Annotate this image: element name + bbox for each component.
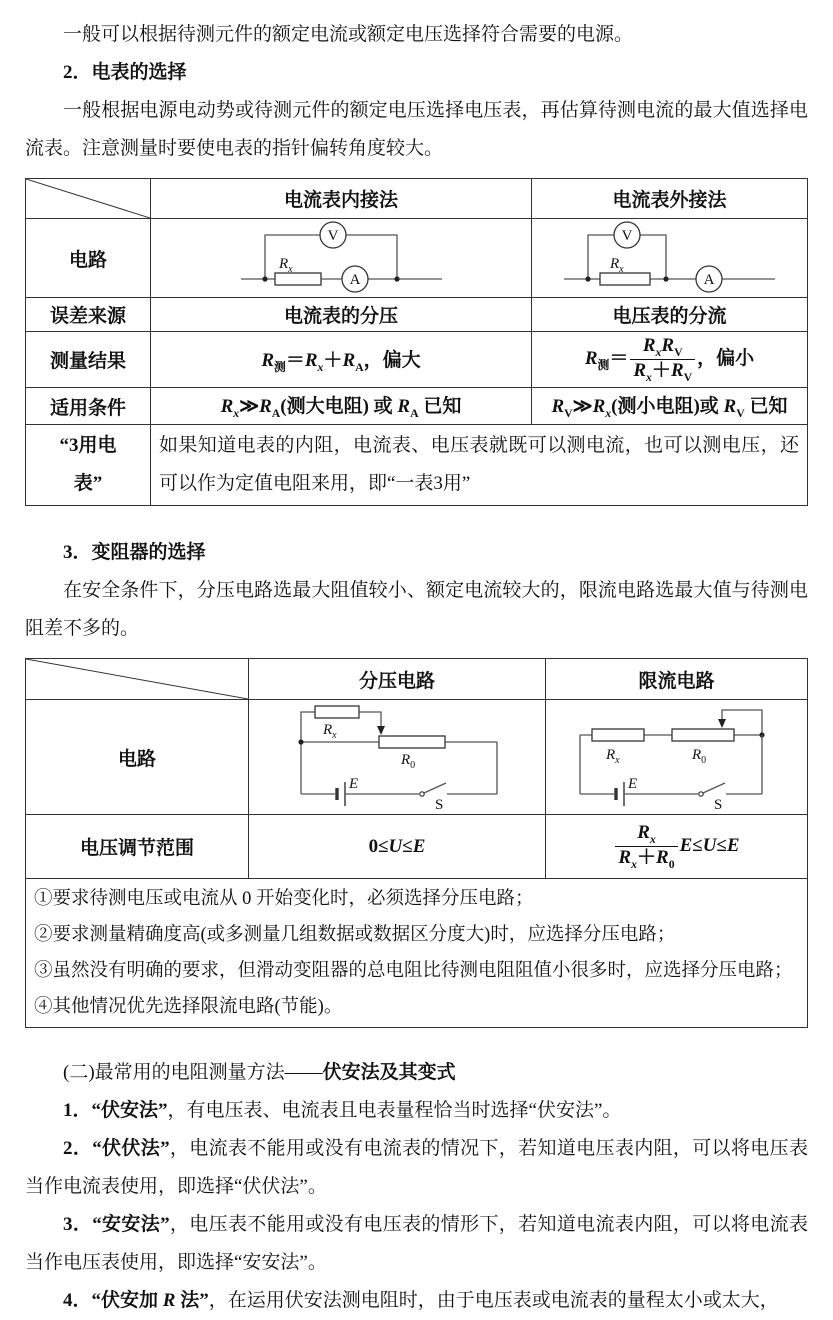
section-2-paragraph: 一般根据电源电动势或待测元件的额定电压选择电压表，再估算待测电流的最大值选择电流表。注意测量时要使电表的指针偏转角度较大。 [25, 100, 808, 159]
table1-row-label-result: 测量结果 [26, 332, 151, 388]
error-internal: 电流表的分压 [151, 298, 532, 332]
meter-connection-table [25, 178, 808, 506]
circuit-cell-external [532, 219, 808, 298]
section-2-heading: 2．电表的选择 [63, 62, 187, 83]
three-use-description: 如果知道电表的内阻，电流表、电压表就既可以测电流，也可以测电压，还可以作为定值电阻来用，即“一表3用” [151, 425, 808, 506]
rheostat-r0-icon [672, 729, 734, 741]
rheostat-r0-icon [379, 736, 445, 748]
note-4: ④其他情况优先选择限流电路(节能)。 [34, 997, 343, 1017]
method-item-4: 4．“伏安加 R 法”，在运用伏安法测电阻时，由于电压表或电流表的量程太小或太大， [63, 1290, 779, 1311]
note-3: ③虽然没有明确的要求，但滑动变阻器的总电阻比待测电阻阻值小很多时，应选择分压电路； [34, 961, 793, 981]
switch-icon [699, 792, 703, 796]
switch-label: S [434, 797, 443, 812]
rx-label: $R_x$ [278, 256, 293, 275]
resistor-rx-icon [275, 273, 321, 285]
table1-row-label-error: 误差来源 [26, 298, 151, 332]
r0-label: $R_0$ [400, 752, 415, 771]
table1-row-label-circuit: 电路 [26, 219, 151, 298]
rx-label: $R_x$ [322, 722, 337, 741]
range-formula-divider: 0≤U≤E [249, 815, 546, 879]
table2-corner-cell [26, 659, 249, 700]
result-formula-external: $R_测=$ $\frac{R_xR_V}{R_x+R_V}$ ，偏小 [532, 332, 808, 388]
table1-row-label-condition: 适用条件 [26, 388, 151, 425]
circuit-current-limiter [564, 702, 789, 812]
circuit-ammeter-internal [239, 221, 444, 295]
rx-label: $R_x$ [610, 256, 624, 275]
diagonal-line [26, 659, 248, 699]
note-1: ①要求待测电压或电流从 0 开始变化时，必须选择分压电路； [34, 889, 534, 909]
resistor-rx-icon [600, 273, 650, 285]
table2-header-divider: 分压电路 [249, 659, 546, 700]
condition-internal: $R_x≫R_A$(测大电阻) 或 $R_A$ 已知 [151, 388, 532, 425]
intro-paragraph: 一般可以根据待测元件的额定电流或额定电压选择符合需要的电源。 [63, 24, 634, 45]
circuit-voltage-divider [285, 702, 510, 812]
table2-row-label-range: 电压调节范围 [26, 815, 249, 879]
rx-label: $R_x$ [606, 747, 620, 766]
selection-notes-cell [26, 879, 808, 1028]
circuit-cell-internal [151, 219, 532, 298]
section-4-heading: (二)最常用的电阻测量方法——伏安法及其变式 [63, 1062, 456, 1083]
table1-corner-cell [26, 179, 151, 219]
note-2: ②要求测量精确度高(或多测量几组数据或数据区分度大)时，应选择分压电路； [34, 925, 676, 945]
section-3-heading: 3．变阻器的选择 [63, 542, 206, 563]
range-formula-limiter: $\frac{R_x}{R_x+R_0}$ E≤U≤E [546, 815, 808, 879]
method-item-3: 3．“安安法”，电压表不能用或没有电压表的情形下，若知道电流表内阻，可以将电流表当作电压表使用，即选择“安安法”。 [25, 1214, 808, 1273]
circuit-cell-divider [249, 700, 546, 815]
voltmeter-label: V [621, 228, 633, 244]
ammeter-label: A [349, 272, 360, 288]
rheostat-circuit-table [25, 658, 808, 1028]
switch-icon [419, 792, 423, 796]
method-item-2: 2．“伏伏法”，电流表不能用或没有电流表的情况下，若知道电压表内阻，可以将电压表当作电流表使用，即选择“伏伏法”。 [25, 1138, 808, 1197]
circuit-ammeter-external [562, 221, 777, 295]
r0-label: $R_0$ [692, 747, 707, 766]
switch-label: S [714, 797, 723, 812]
emf-label: E [628, 776, 638, 792]
result-formula-internal: $R_测=R_x+R_A$，偏大 [151, 332, 532, 388]
error-external: 电压表的分流 [532, 298, 808, 332]
wiper-arrow-icon [718, 719, 726, 728]
voltmeter-label: V [327, 228, 338, 244]
table2-row-label-circuit: 电路 [26, 700, 249, 815]
table1-row-label-three-use: “3用电 表” [26, 425, 151, 506]
circuit-cell-limiter [546, 700, 808, 815]
emf-label: E [348, 776, 358, 792]
method-item-1: 1．“伏安法”，有电压表、电流表且电表量程恰当时选择“伏安法”。 [63, 1100, 622, 1121]
wiper-arrow-icon [377, 726, 385, 735]
resistor-rx-icon [315, 706, 359, 718]
condition-external: $R_V≫R_x$(测小电阻)或 $R_V$ 已知 [532, 388, 808, 425]
section-3-paragraph: 在安全条件下，分压电路选最大阻值较小、额定电流较大的，限流电路选最大值与待测电阻差不多的。 [25, 580, 808, 639]
ammeter-label: A [703, 272, 715, 288]
table2-header-limiter: 限流电路 [546, 659, 808, 700]
table1-header-internal: 电流表内接法 [151, 179, 532, 219]
diagonal-line [26, 179, 150, 218]
table1-header-external: 电流表外接法 [532, 179, 808, 219]
resistor-rx-icon [592, 729, 644, 741]
